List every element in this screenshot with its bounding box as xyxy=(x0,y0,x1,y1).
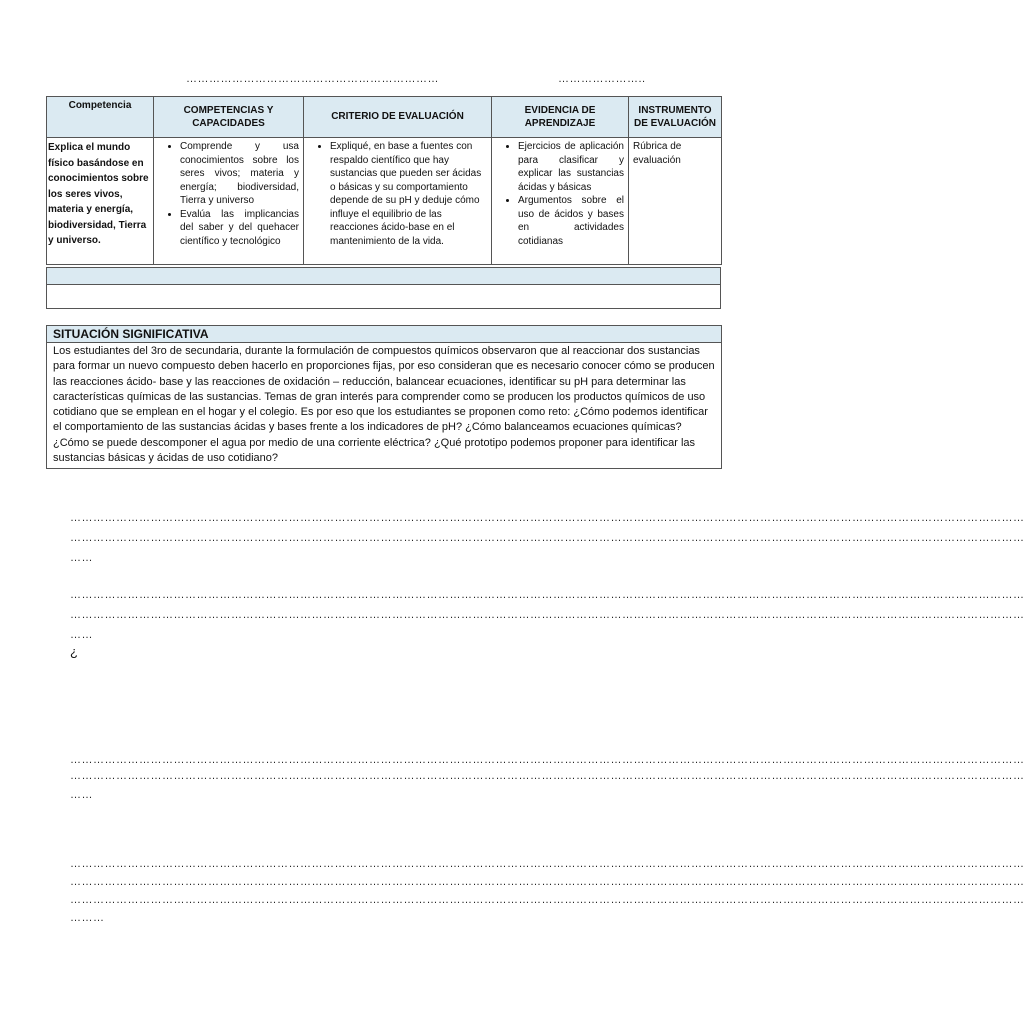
cell-evidencia xyxy=(492,138,629,265)
dot-line: …… xyxy=(70,629,93,641)
blank-table-row xyxy=(46,284,721,309)
header-dots-left: ………………………………………………………… xyxy=(186,73,439,85)
blank-table-header xyxy=(46,267,721,285)
list-item: • Ejercicios de aplicación para clasificar y explicar las sustancias ácidas y básicas xyxy=(518,140,624,194)
situacion-title: SITUACIÓN SIGNIFICATIVA xyxy=(47,326,721,343)
header-evidencia: EVIDENCIA DE APRENDIZAJE xyxy=(492,97,629,138)
header-dots-right: ………………….. xyxy=(558,73,646,85)
list-item: • Argumentos sobre el uso de ácidos y bases en actividades cotidianas xyxy=(518,194,624,248)
header-criterio: CRITERIO DE EVALUACIÓN xyxy=(304,97,492,138)
competencies-table xyxy=(46,96,722,265)
dot-line: …………………………………………………………………………………………………………………………………………………………………………………………………………………………… xyxy=(70,532,1025,544)
table-row xyxy=(47,138,722,265)
header-competencia: Competencia xyxy=(47,97,154,138)
dot-line: …………………………………………………………………………………………………………………………………………………………………………………………………………………………… xyxy=(70,770,1025,782)
table-header-row xyxy=(47,97,722,138)
dot-line: …………………………………………………………………………………………………………………………………………………………………………………………………………………………… xyxy=(70,876,1025,888)
dot-line: …………………………………………………………………………………………………………………………………………………………………………………………………………………………… xyxy=(70,512,1025,524)
dot-line: …… xyxy=(70,789,93,801)
cell-criterio xyxy=(304,138,492,265)
header-instrumento: INSTRUMENTO DE EVALUACIÓN xyxy=(629,97,722,138)
cell-competencia: Explica el mundo físico basándose en conocimientos sobre los seres vivos, materia y energía, biodiversidad, Tierra y universo. xyxy=(47,138,154,265)
dot-line: …………………………………………………………………………………………………………………………………………………………………………………………………………………………… xyxy=(70,894,1025,906)
situacion-body: Los estudiantes del 3ro de secundaria, durante la formulación de compuestos químicos observaron que al reaccionar dos sustancias para formar un nuevo compuesto deben hacerlo en proporciones fijas, por eso consideran que es necesario conocer cómo se producen las reacciones ácido- base y las reacciones de oxidación – reducción, balancear ecuaciones, identificar su pH para determinar las características químicas de las sustancias. Temas de gran interés para comprender como se producen los productos químicos de uso cotidiano que se emplean en el hogar y el colegio. Es por eso que los estudiantes se proponen como reto: ¿Cómo podemos identificar el comportamiento de las sustancias ácidas y bases frente a los indicadores de pH? ¿Cómo balanceamos ecuaciones químicas? ¿Cómo se puede descomponer el agua por medio de una corriente eléctrica? ¿Qué prototipo podemos proponer para identificar las sustancias básicas y ácidas de uso cotidiano? xyxy=(53,345,715,465)
question-mark: ¿ xyxy=(70,644,78,659)
dot-line: …………………………………………………………………………………………………………………………………………………………………………………………………………………………… xyxy=(70,609,1025,621)
dot-line: …………………………………………………………………………………………………………………………………………………………………………………………………………………………… xyxy=(70,754,1025,766)
dot-line: …… xyxy=(70,552,93,564)
dot-line: ……… xyxy=(70,912,105,924)
list-item: • Comprende y usa conocimientos sobre los seres vivos; materia y energía; biodiversidad, Tierra y universo xyxy=(180,140,299,208)
dot-line: …………………………………………………………………………………………………………………………………………………………………………………………………………………………… xyxy=(70,589,1025,601)
dot-line: …………………………………………………………………………………………………………………………………………………………………………………………………………………………… xyxy=(70,858,1025,870)
list-item: • Expliqué, en base a fuentes con respaldo científico que hay sustancias que pueden ser ácidas o básicas y su comportamiento depende de su pH y deduje cómo influye el equilibrio de las reacciones ácido-base en el mantenimiento de la vida. xyxy=(330,140,487,248)
list-item: • Evalúa las implicancias del saber y del quehacer científico y tecnológico xyxy=(180,208,299,249)
header-capacidades: COMPETENCIAS Y CAPACIDADES xyxy=(154,97,304,138)
cell-capacidades xyxy=(154,138,304,265)
situacion-significativa-box xyxy=(46,325,722,469)
cell-instrumento: Rúbrica de evaluación xyxy=(629,138,722,265)
